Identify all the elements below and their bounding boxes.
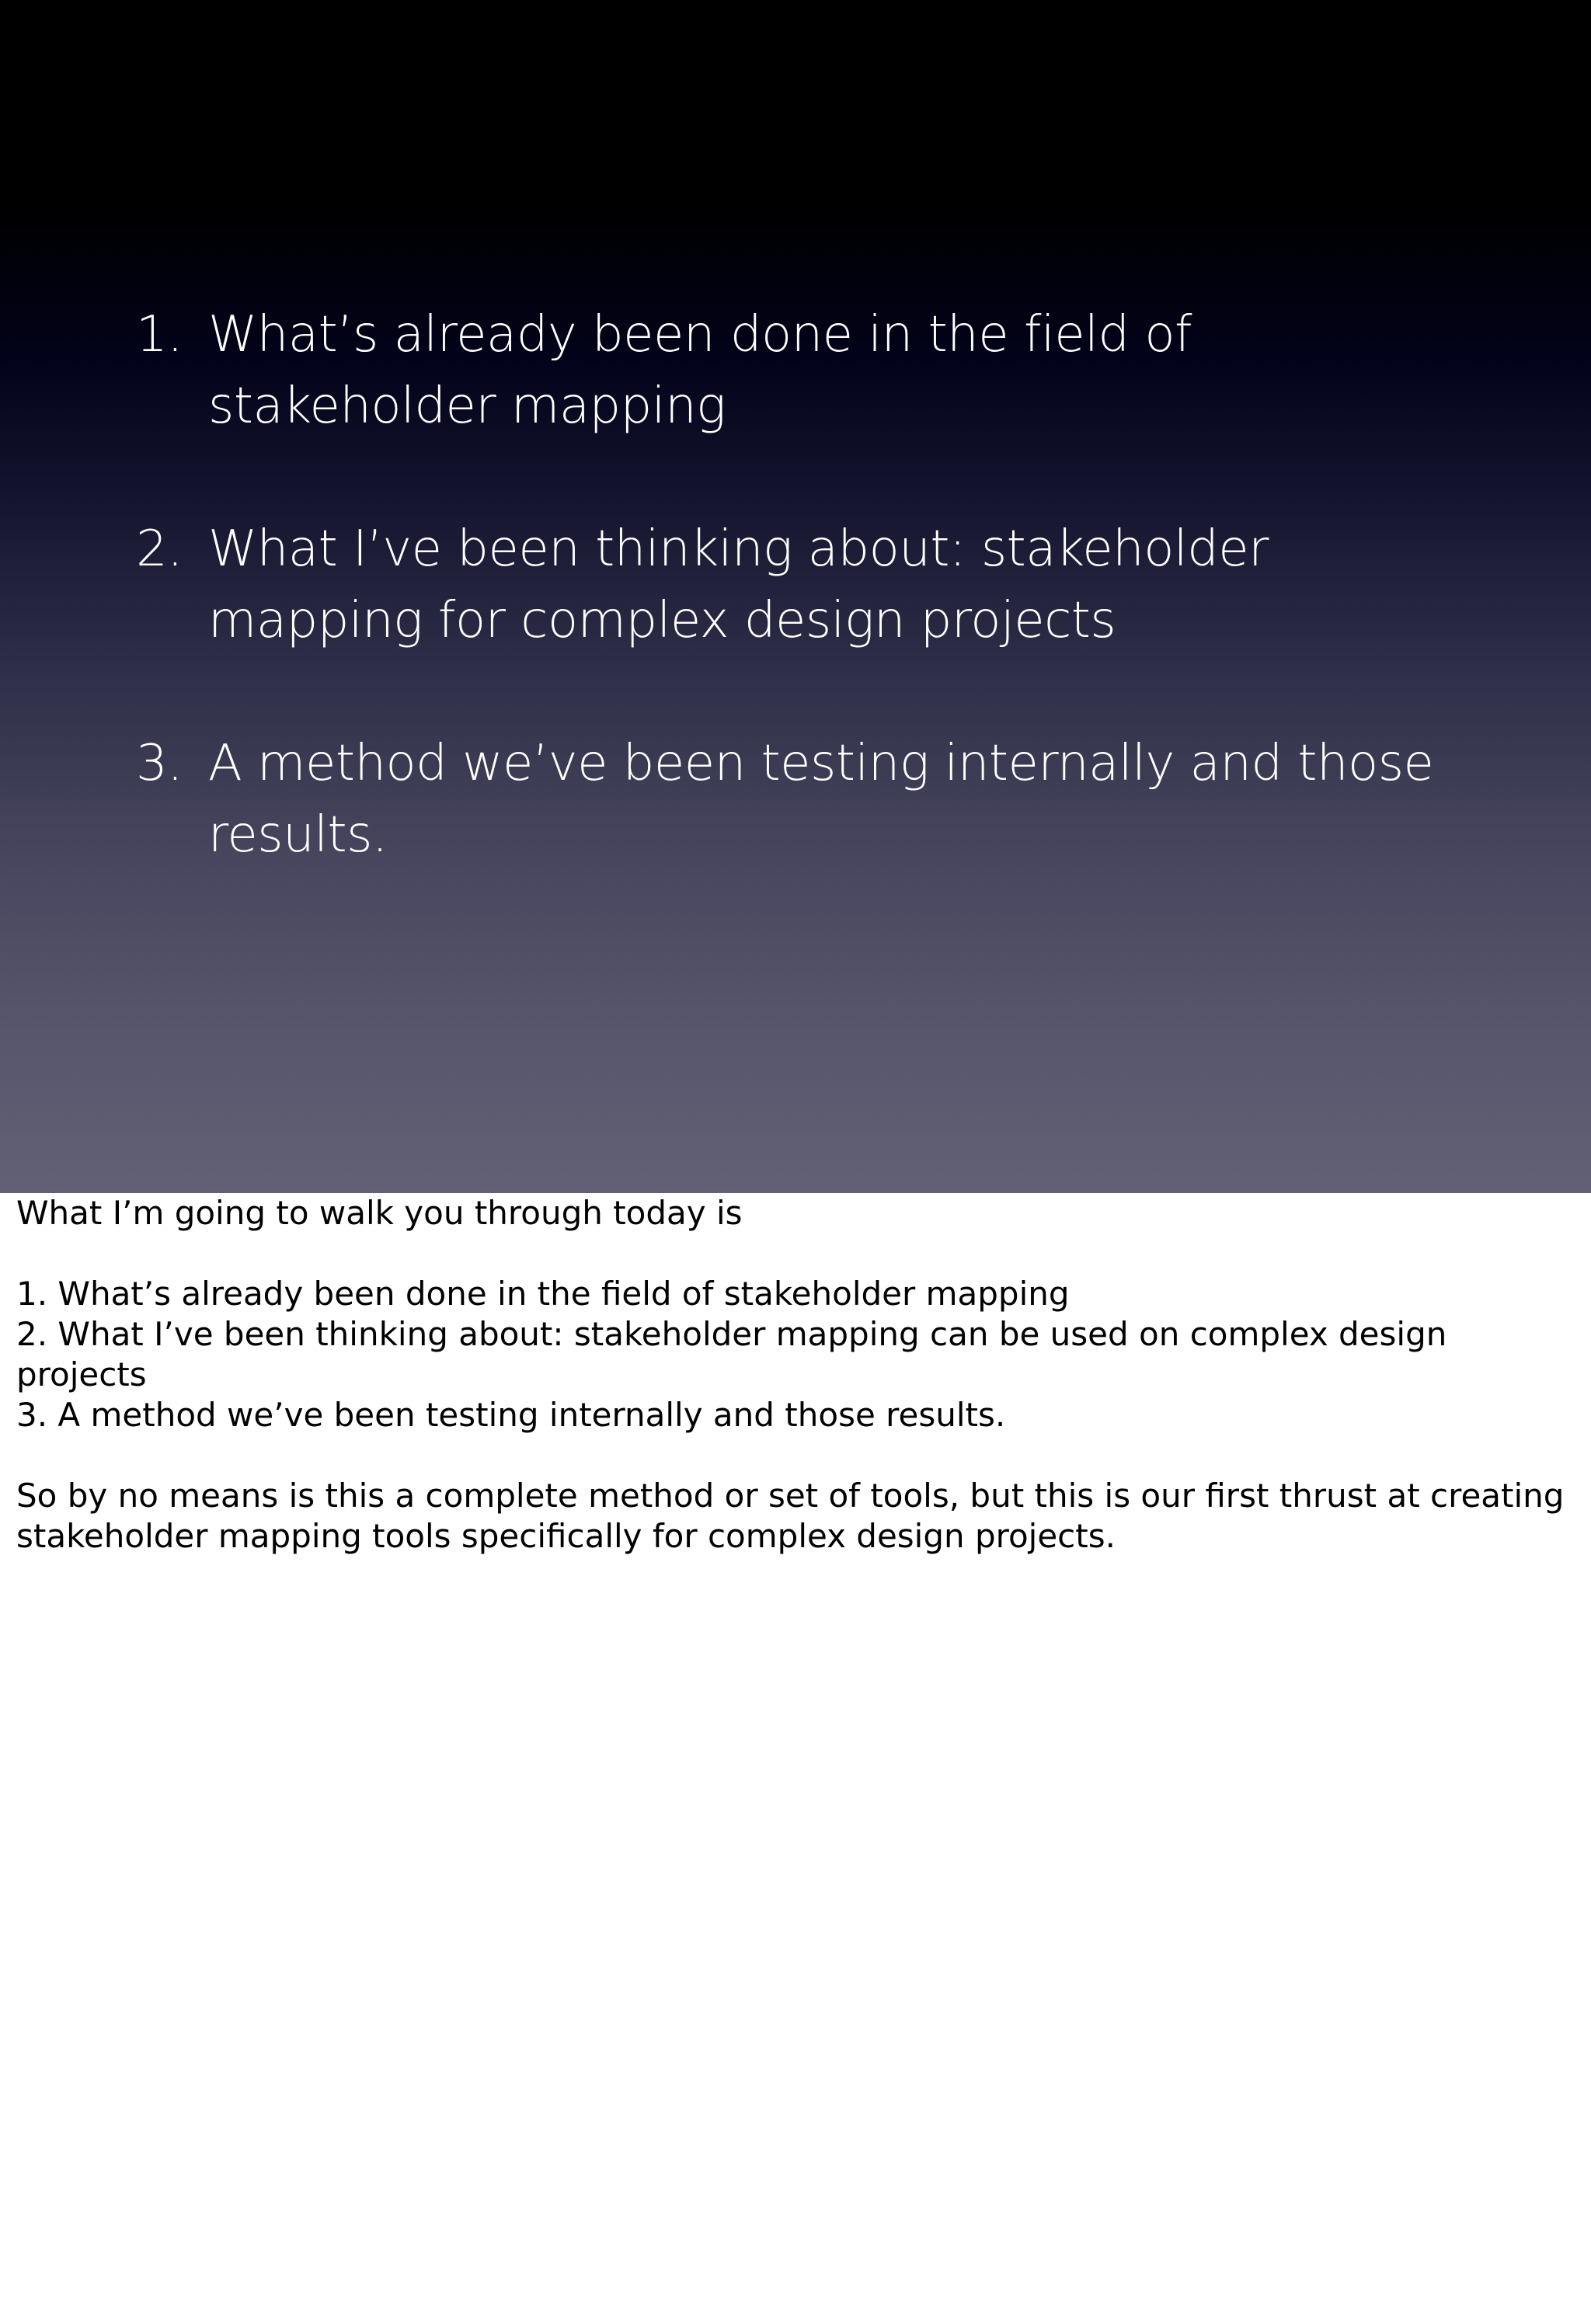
notes-point-3: 3. A method we’ve been testing internally and those results. bbox=[16, 1396, 1006, 1434]
slide-agenda-item-3 bbox=[0, 728, 1482, 871]
slide-agenda-list bbox=[0, 299, 1482, 942]
slide-agenda-number: 1. bbox=[136, 306, 183, 364]
slide-agenda-text: A method we’ve been testing internally and those results. bbox=[208, 735, 1434, 864]
notes-point-1: 1. What’s already been done in the field of stakeholder mapping bbox=[16, 1275, 1070, 1313]
slide-agenda-text: What’s already been done in the field of stakeholder mapping bbox=[208, 306, 1192, 435]
slide-agenda-number: 2. bbox=[136, 520, 183, 578]
speaker-notes bbox=[16, 1193, 1570, 1557]
notes-intro: What I’m going to walk you through today is bbox=[16, 1194, 743, 1232]
notes-point-2: 2. What I’ve been thinking about: stakeholder mapping can be used on complex design projects bbox=[16, 1315, 1447, 1393]
slide-agenda-item-2 bbox=[0, 513, 1482, 656]
notes-spacer bbox=[16, 1233, 1570, 1274]
slide-agenda-item-1 bbox=[0, 299, 1482, 442]
slide-agenda-text: What I’ve been thinking about: stakeholder mapping for complex design projects bbox=[208, 520, 1269, 649]
slide-agenda-number: 3. bbox=[136, 735, 183, 792]
notes-spacer bbox=[16, 1435, 1570, 1476]
notes-closing: So by no means is this a complete method or set of tools, but this is our first thrust at creating stakeholder mapping tools specifically for complex design projects. bbox=[16, 1477, 1565, 1555]
